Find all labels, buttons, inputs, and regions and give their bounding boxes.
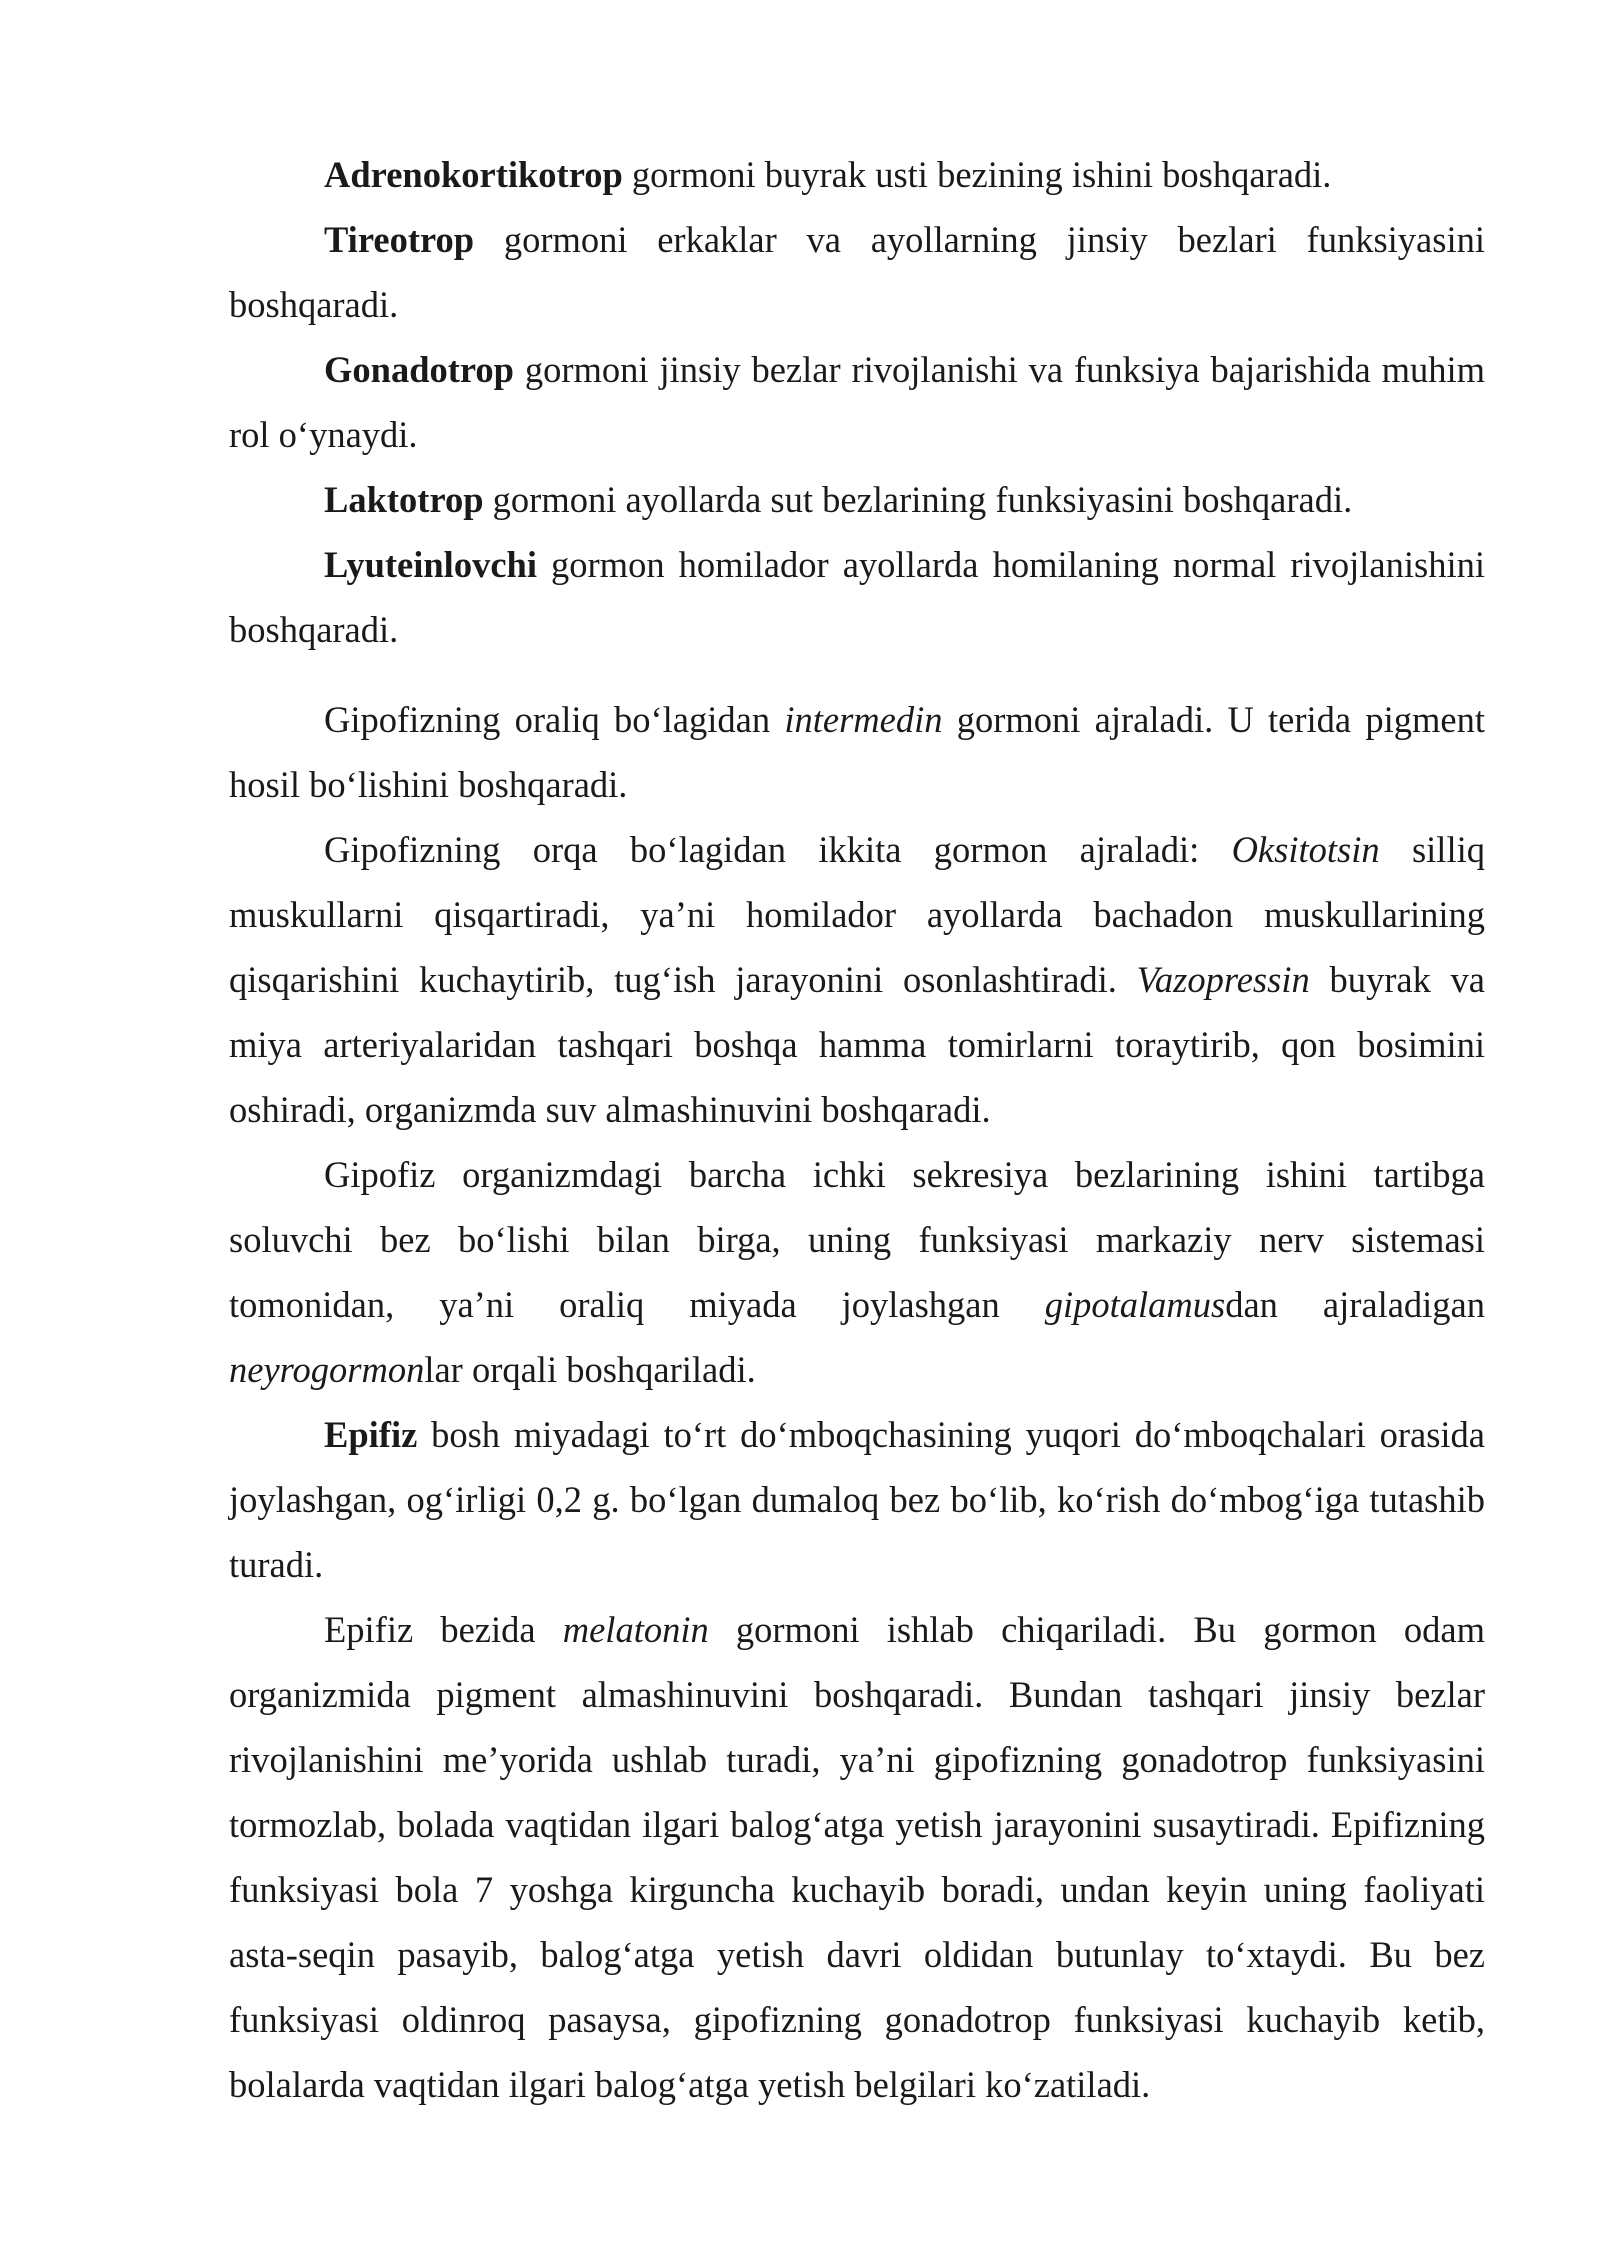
paragraph-text: gormoni ayollarda sut bezlarining funksiyasini boshqaradi. [483,479,1353,520]
paragraph-orqa-bolak [229,817,1485,1142]
term-neyrogormon: neyrogormon [229,1349,425,1390]
paragraph-adrenokortikotrop [229,142,1485,207]
document-body [229,142,1485,2117]
paragraph-text: lar orqali boshqariladi. [424,1349,756,1390]
paragraph-text: gormoni jinsiy bezlar rivojlanishi va funksiya bajarishida muhim rol o‘ynaydi. [229,349,1485,455]
paragraph-text: silliq muskullarni qisqartiradi, ya’ni homilador ayollarda bachadon muskullarining qisqarishini kuchaytirib, tug‘ish jarayonini osonlashtiradi. [229,829,1485,1000]
term-melatonin: melatonin [562,1609,709,1650]
paragraph-laktotrop [229,467,1485,532]
paragraph-gipofiz [229,1142,1485,1402]
term-tireotrop: Tireotrop [324,219,475,260]
paragraph-text: Gipofiz organizmdagi barcha ichki sekresiya bezlarining ishini tartibga soluvchi bez bo‘lishi bilan birga, uning funksiyasi markaziy nerv sistemasi tomonidan, ya’ni oraliq miyada joylashgan [229,1154,1485,1325]
term-intermedin: intermedin [784,699,943,740]
paragraph-text: Epifiz bezida [324,1609,563,1650]
paragraph-intermedin [229,687,1485,817]
term-laktotrop: Laktotrop [324,479,484,520]
paragraph-text: gormoni ishlab chiqariladi. Bu gormon odam organizmida pigment almashinuvini boshqaradi. Bundan tashqari jinsiy bezlar rivojlanishini me’yorida ushlab turadi, ya’ni gipofizning gonadotrop funksiyasini tormozlab, bolada vaqtidan ilgari balog‘atga yetish jarayonini susaytiradi. Epifizning funksiyasi bola 7 yoshga kirguncha kuchayib boradi, undan keyin uning faoliyati asta-seqin pasayib, balog‘atga yetish davri oldidan butunlay to‘xtaydi. Bu bez funksiyasi oldinroq pasaysa, gipofizning gonadotrop funksiyasi kuchayib ketib, bolalarda vaqtidan ilgari balog‘atga yetish belgilari ko‘zatiladi. [229,1609,1485,2105]
paragraph-text: gormoni ajraladi. U terida pigment hosil bo‘lishini boshqaradi. [229,699,1485,805]
paragraph-text: buyrak va miya arteriyalaridan tashqari boshqa hamma tomirlarni toraytirib, qon bosimini oshiradi, organizmda suv almashinuvini boshqaradi. [229,959,1486,1130]
term-adrenokortikotrop: Adrenokortikotrop [324,154,623,195]
paragraph-epifiz [229,1402,1485,1597]
paragraph-text: dan ajraladigan [1225,1284,1485,1325]
paragraph-tireotrop [229,207,1485,337]
term-gipotalamus: gipotalamus [1044,1284,1226,1325]
term-epifiz: Epifiz [324,1414,418,1455]
term-oksitotsin: Oksitotsin [1231,829,1380,870]
term-vazopressin: Vazopressin [1136,959,1310,1000]
paragraph-text: bosh miyadagi to‘rt do‘mboqchasining yuqori do‘mboqchalari orasida joylashgan, og‘irligi 0,2 g. bo‘lgan dumaloq bez bo‘lib, ko‘rish do‘mbog‘iga tutashib turadi. [229,1414,1485,1585]
term-gonadotrop: Gonadotrop [324,349,514,390]
paragraph-text: Gipofizning oraliq bo‘lagidan [324,699,785,740]
paragraph-text: gormon homilador ayollarda homilaning normal rivojlanishini boshqaradi. [229,544,1485,650]
paragraph-gonadotrop [229,337,1485,467]
paragraph-text: Gipofizning orqa bo‘lagidan ikkita gormon ajraladi: [324,829,1232,870]
paragraph-text: gormoni erkaklar va ayollarning jinsiy bezlari funksiyasini boshqaradi. [229,219,1485,325]
paragraph-text: gormoni buyrak usti bezining ishini boshqaradi. [622,154,1332,195]
paragraph-melatonin [229,1597,1485,2117]
paragraph-lyuteinlovchi [229,532,1485,662]
term-lyuteinlovchi: Lyuteinlovchi [324,544,537,585]
